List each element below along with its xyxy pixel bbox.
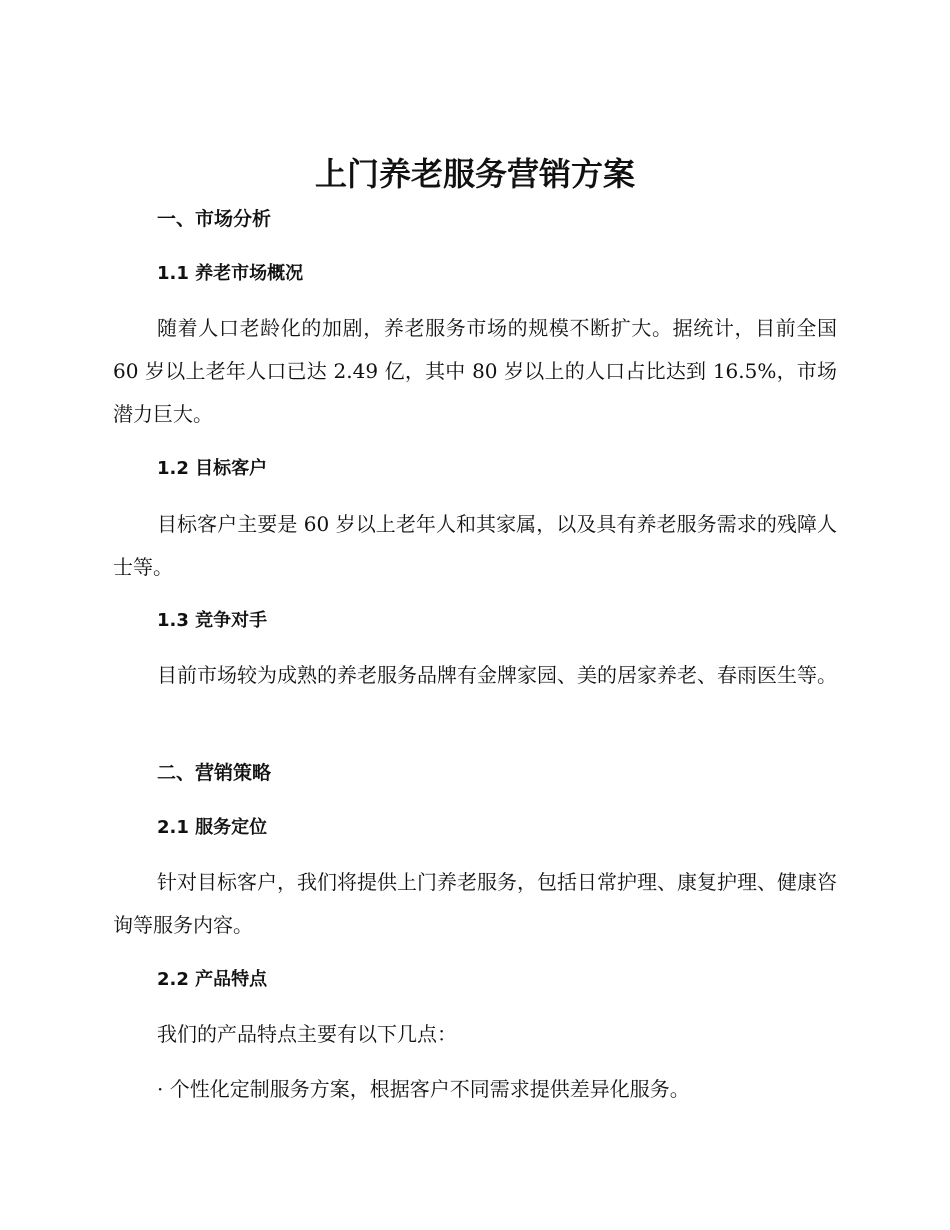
subsection-heading-service-positioning: 2.1 服务定位	[157, 817, 268, 838]
subsection-heading-product-features: 2.2 产品特点	[157, 969, 268, 990]
paragraph-target-customers: 目标客户主要是 60 岁以上老年人和其家属，以及具有养老服务需求的残障人士等。	[113, 512, 837, 579]
paragraph-competitors: 目前市场较为成熟的养老服务品牌有金牌家园、美的居家养老、春雨医生等。	[157, 663, 837, 687]
subsection-heading-market-overview: 1.1 养老市场概况	[157, 263, 304, 284]
section-heading-marketing-strategy: 二、营销策略	[157, 762, 272, 784]
paragraph-service-positioning: 针对目标客户，我们将提供上门养老服务，包括日常护理、康复护理、健康咨询等服务内容。	[113, 870, 837, 937]
paragraph-product-features-intro: 我们的产品特点主要有以下几点：	[157, 1022, 457, 1046]
document-title: 上门养老服务营销方案	[314, 155, 635, 193]
paragraph-market-overview: 随着人口老龄化的加剧，养老服务市场的规模不断扩大。据统计，目前全国 60 岁以上老年人口已达 2.49 亿，其中 80 岁以上的人口占比达到 16.5%，市场潜力巨大。	[113, 316, 837, 426]
list-item-product-feature-1: · 个性化定制服务方案，根据客户不同需求提供差异化服务。	[157, 1077, 690, 1101]
subsection-heading-competitors: 1.3 竞争对手	[157, 610, 268, 631]
subsection-heading-target-customers: 1.2 目标客户	[157, 458, 268, 479]
section-heading-market-analysis: 一、市场分析	[157, 208, 272, 230]
